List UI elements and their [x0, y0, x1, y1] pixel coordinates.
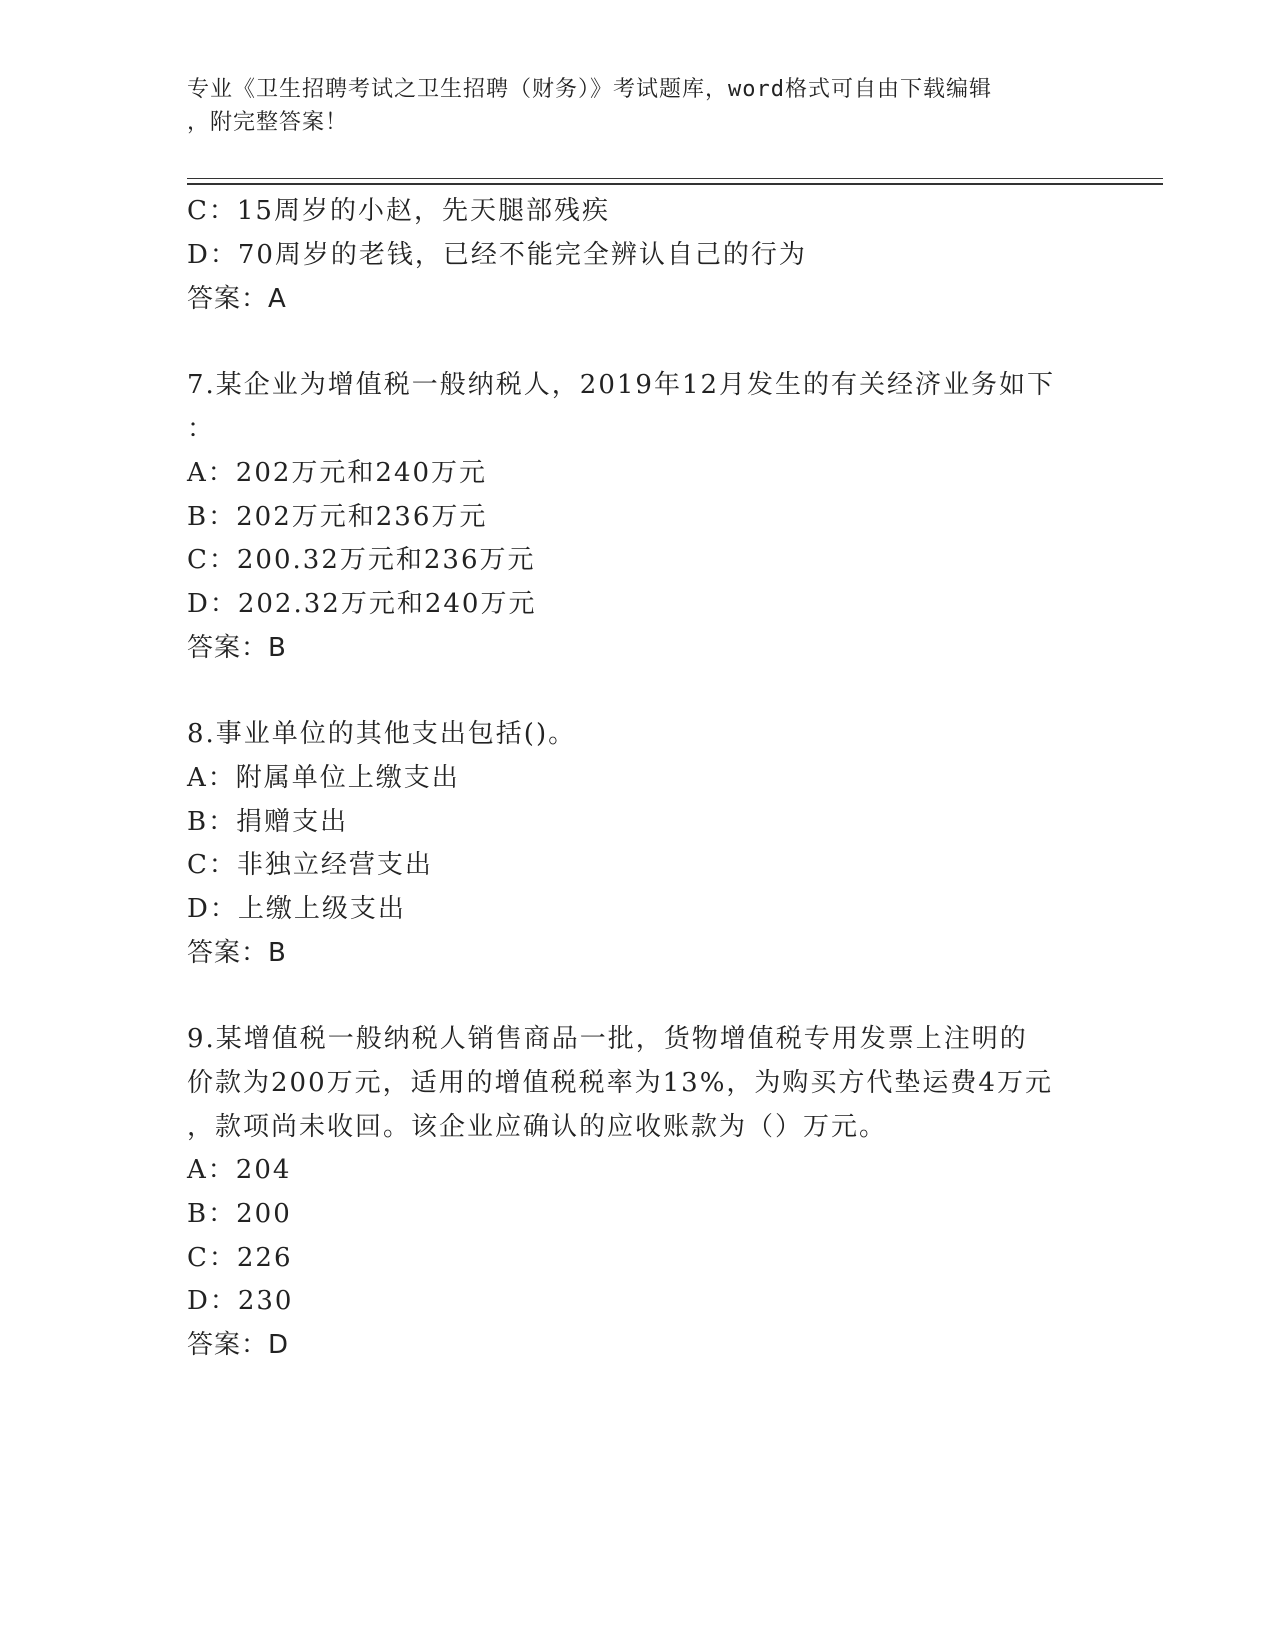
document-header — [187, 73, 1087, 139]
q6-option-c: C：15周岁的小赵，先天腿部残疾 — [187, 196, 610, 226]
q9-option-b: B：200 — [187, 1199, 292, 1229]
q8-option-c: C：非独立经营支出 — [187, 850, 433, 880]
q8-option-a: A：附属单位上缴支出 — [187, 763, 460, 793]
q9-stem-line-1: 9.某增值税一般纳税人销售商品一批，货物增值税专用发票上注明的 — [187, 1024, 1028, 1054]
q8-option-b: B：捐赠支出 — [187, 807, 349, 837]
q9-stem-line-3: ，款项尚未收回。该企业应确认的应收账款为（）万元。 — [187, 1112, 888, 1142]
q8-answer: 答案：B — [187, 938, 287, 968]
q7-stem-line-2: ： — [187, 414, 216, 444]
q9-stem-line-2: 价款为200万元，适用的增值税税率为13%，为购买方代垫运费4万元 — [187, 1068, 1053, 1098]
header-divider-thick — [187, 183, 1163, 185]
q8-option-d: D：上缴上级支出 — [187, 894, 406, 924]
q7-option-b: B：202万元和236万元 — [187, 502, 488, 532]
q7-answer: 答案：B — [187, 633, 287, 663]
q9-option-d: D：230 — [187, 1286, 294, 1316]
header-line-1: 专业《卫生招聘考试之卫生招聘（财务）》考试题库，word格式可自由下载编辑 — [187, 77, 992, 102]
q7-option-a: A：202万元和240万元 — [187, 458, 488, 488]
q9-option-c: C：226 — [187, 1243, 293, 1273]
q7-option-c: C：200.32万元和236万元 — [187, 545, 536, 575]
header-line-2: ，附完整答案！ — [187, 110, 349, 135]
q6-option-d: D：70周岁的老钱，已经不能完全辨认自己的行为 — [187, 240, 807, 270]
q7-stem-line-1: 7.某企业为增值税一般纳税人，2019年12月发生的有关经济业务如下 — [187, 370, 1056, 400]
q9-option-a: A：204 — [187, 1155, 292, 1185]
q6-answer: 答案：A — [187, 284, 287, 314]
q8-stem: 8.事业单位的其他支出包括()。 — [187, 719, 577, 749]
q7-option-d: D：202.32万元和240万元 — [187, 589, 537, 619]
q9-answer: 答案：D — [187, 1330, 290, 1360]
header-divider-thin — [187, 178, 1163, 179]
